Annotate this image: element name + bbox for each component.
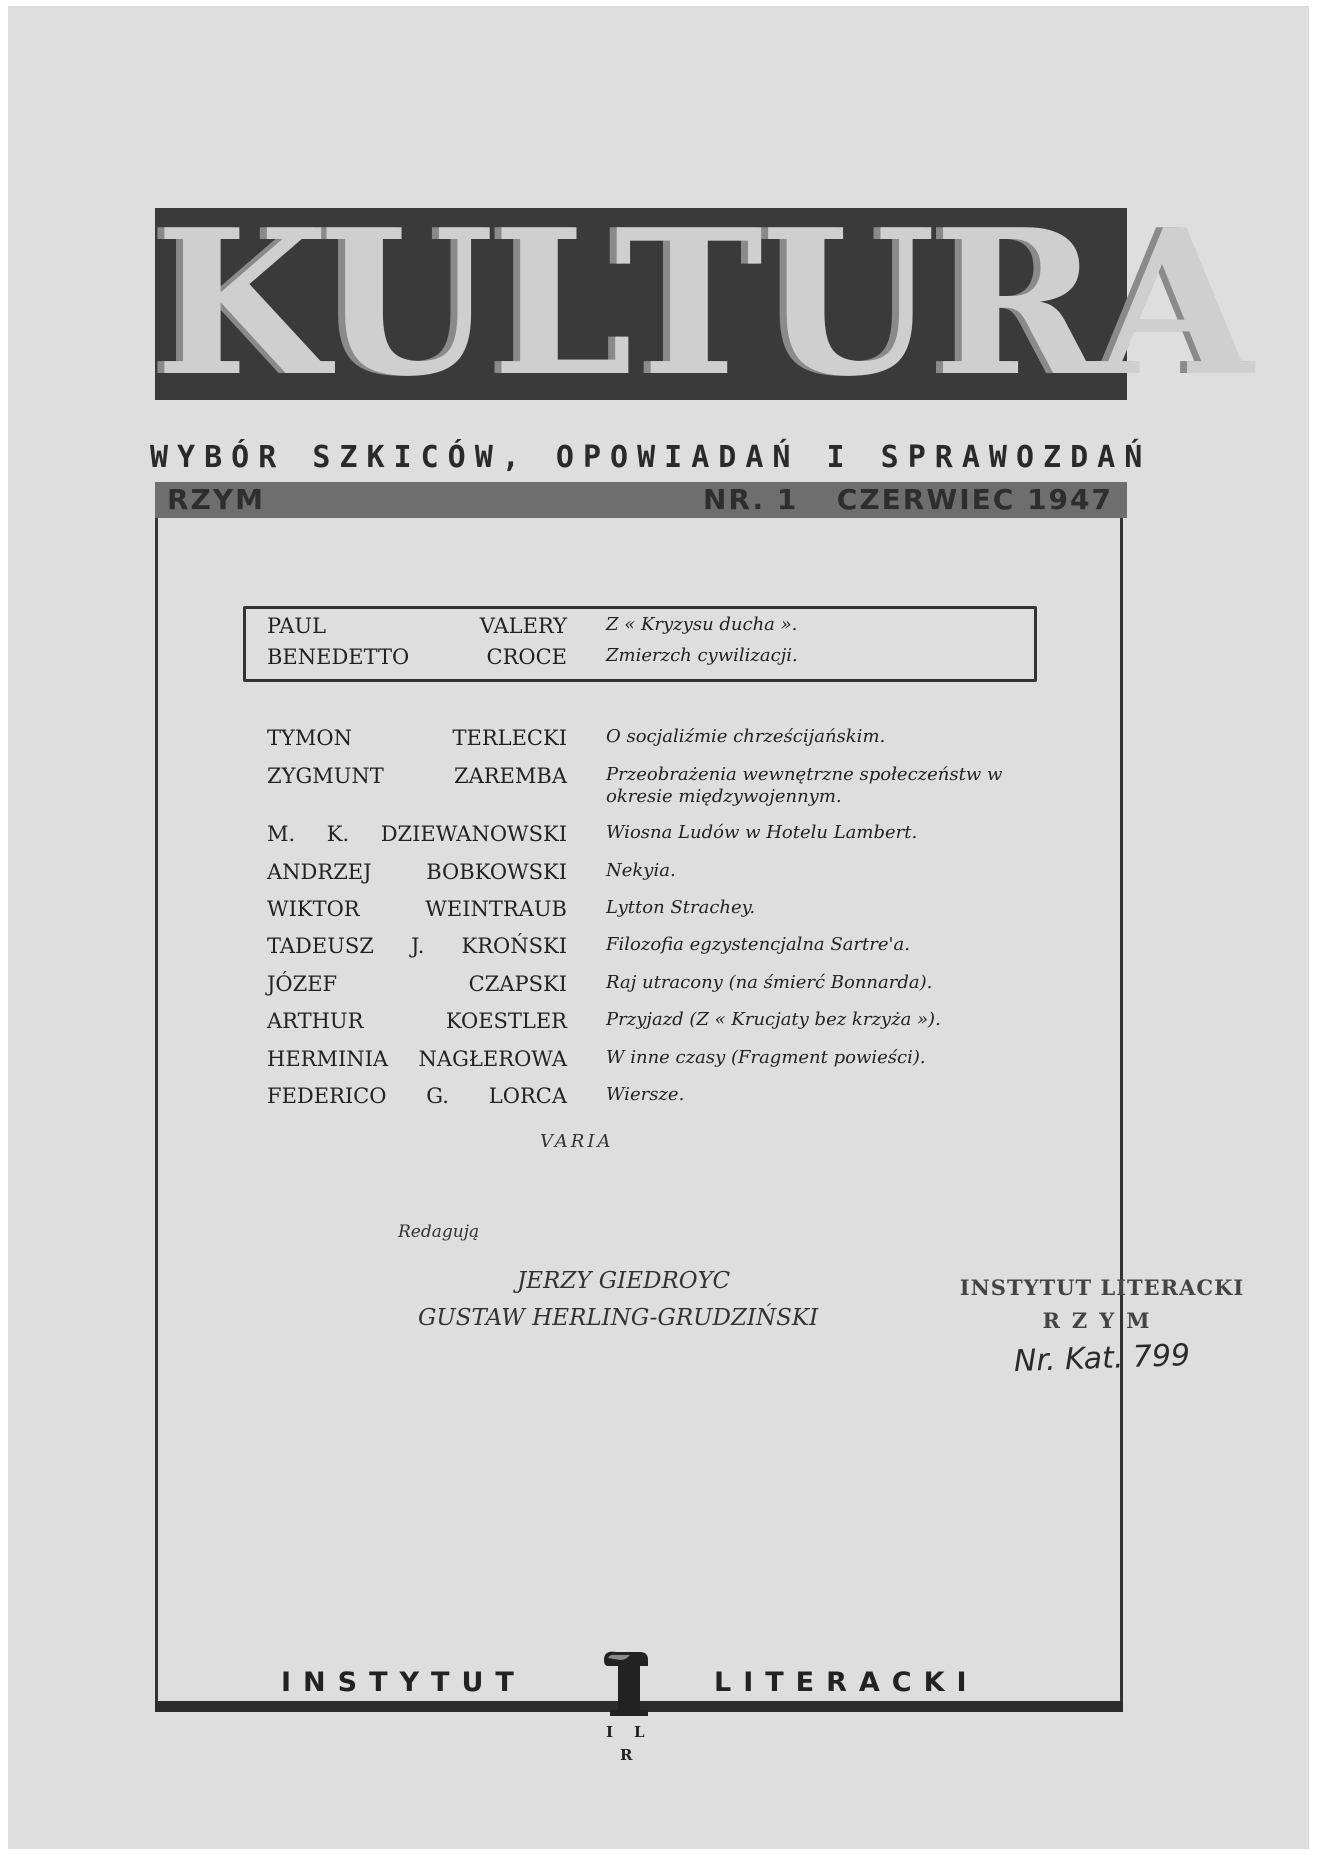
- entry-author: PAUL VALERY: [267, 614, 567, 638]
- logo-letter: I: [606, 1723, 614, 1741]
- entry-author: JÓZEF CZAPSKI: [267, 972, 567, 996]
- entry-title: Wiosna Ludów w Hotelu Lambert.: [606, 822, 918, 843]
- varia-heading: VARIA: [540, 1131, 614, 1152]
- contents-entry: [0, 764, 1317, 814]
- entry-author: HERMINIA NAGŁEROWA: [267, 1047, 567, 1071]
- entry-title: Filozofia egzystencjalna Sartre'a.: [606, 934, 910, 955]
- masthead-block: [155, 186, 1252, 421]
- contents-entry: [0, 897, 1317, 931]
- issue-bar: [155, 482, 1127, 518]
- contents-entry: [0, 822, 1317, 856]
- stamp-line: INSTYTUT LITERACKI: [959, 1275, 1245, 1300]
- featured-entry: [0, 614, 1317, 648]
- entry-title: Z « Kryzysu ducha ».: [606, 614, 798, 635]
- stamp-handwriting: Nr. Kat. 799: [1013, 1337, 1191, 1380]
- entry-title: Przyjazd (Z « Krucjaty bez krzyża »).: [606, 1009, 941, 1030]
- contents-entry: [0, 1084, 1317, 1118]
- stamp-line: RZYM: [1042, 1308, 1162, 1333]
- entry-title: Wiersze.: [606, 1084, 685, 1105]
- entry-title: Lytton Strachey.: [606, 897, 756, 918]
- contents-entry: [0, 972, 1317, 1006]
- entry-author: M. K. DZIEWANOWSKI: [267, 822, 567, 846]
- masthead-subtitle: WYBÓR SZKICÓW, OPOWIADAŃ I SPRAWOZDAŃ: [150, 440, 1152, 475]
- entry-title: Przeobrażenia wewnętrzne społeczeństw w okresie międzywojennym.: [606, 764, 1003, 807]
- entry-author: BENEDETTO CROCE: [267, 645, 567, 669]
- entry-author: ZYGMUNT ZAREMBA: [267, 764, 567, 788]
- column-logo-icon: [596, 1648, 656, 1778]
- entry-author: TYMON TERLECKI: [267, 726, 567, 750]
- entry-title: W inne czasy (Fragment powieści).: [606, 1047, 926, 1068]
- logo-letter: L: [634, 1723, 645, 1741]
- entry-author: WIKTOR WEINTRAUB: [267, 897, 567, 921]
- library-stamp: [952, 1275, 1252, 1380]
- entry-author: ANDRZEJ BOBKOWSKI: [267, 860, 567, 884]
- editors-label: Redagują: [398, 1222, 480, 1242]
- entry-author: FEDERICO G. LORCA: [267, 1084, 567, 1108]
- publisher-right: LITERACKI: [714, 1667, 979, 1698]
- contents-entry: [0, 1009, 1317, 1043]
- issue-date: CZERWIEC 1947: [836, 483, 1113, 516]
- contents-entry: [0, 1047, 1317, 1081]
- entry-title: Raj utracony (na śmierć Bonnarda).: [606, 972, 933, 993]
- masthead-title: KULTURA: [155, 186, 1252, 421]
- entry-title: Nekyia.: [606, 860, 676, 881]
- entry-title: O socjaliźmie chrześcijańskim.: [606, 726, 886, 747]
- publisher-left: INSTYTUT: [281, 1667, 526, 1698]
- contents-entry: [0, 726, 1317, 760]
- entry-author: ARTHUR KOESTLER: [267, 1009, 567, 1033]
- entry-author: TADEUSZ J. KROŃSKI: [267, 934, 567, 958]
- issue-city: RZYM: [167, 483, 266, 516]
- contents-entry: [0, 934, 1317, 968]
- issue-number: NR. 1: [703, 483, 799, 516]
- featured-entry: [0, 645, 1317, 679]
- entry-title: Zmierzch cywilizacji.: [606, 645, 798, 666]
- contents-entry: [0, 860, 1317, 894]
- editor-name: JERZY GIEDROYC: [517, 1268, 731, 1294]
- logo-letter: R: [620, 1746, 633, 1764]
- editor-name: GUSTAW HERLING-GRUDZIŃSKI: [418, 1305, 819, 1331]
